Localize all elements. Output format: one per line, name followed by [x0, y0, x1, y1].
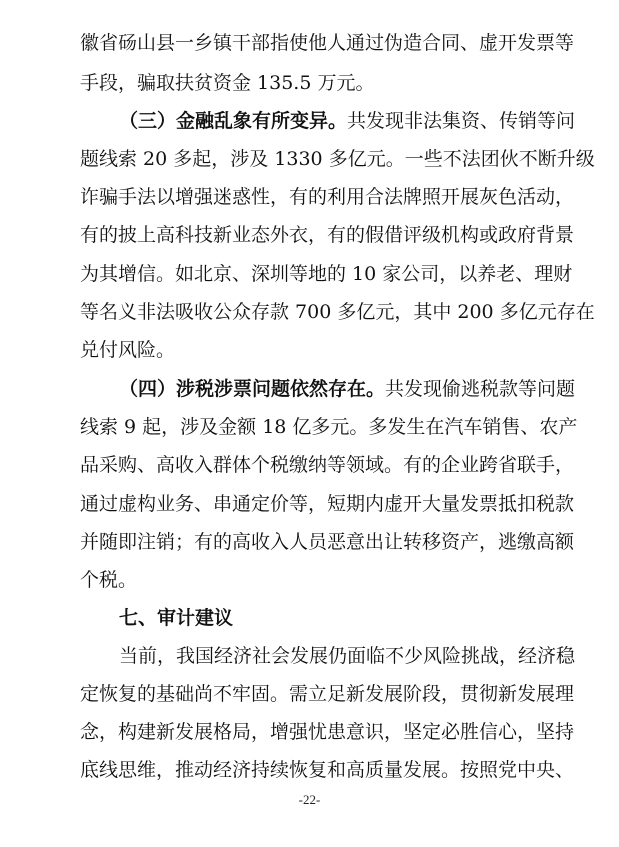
- body-line: 兑付风险。: [80, 339, 176, 361]
- body-line: 等名义非法吸收公众存款 700 多亿元，其中 200 多亿元存在: [80, 301, 595, 323]
- body-line: 定恢复的基础尚不牢固。需立足新发展阶段，贯彻新发展理: [80, 683, 575, 705]
- subheading-lead: （四）涉税涉票问题依然存在。: [119, 378, 386, 400]
- body-line: 诈骗手法以增强迷惑性，有的利用合法牌照开展灰色活动，: [80, 186, 575, 208]
- body-line: 底线思维，推动经济持续恢复和高质量发展。按照党中央、: [80, 759, 575, 781]
- body-line: 念，构建新发展格局，增强忧患意识，坚定必胜信心，坚持: [80, 721, 575, 743]
- body-line: 题线索 20 多起，涉及 1330 多亿元。一些不法团伙不断升级: [80, 148, 595, 170]
- body-line: 个税。: [80, 569, 138, 591]
- subheading-lead: （三）金融乱象有所变异。: [119, 110, 348, 132]
- body-line: 品采购、高收入群体个税缴纳等领域。有的企业跨省联手，: [80, 454, 575, 476]
- body-line: 并随即注销；有的高收入人员恶意出让转移资产，逃缴高额: [80, 531, 575, 553]
- body-line: 徽省砀山县一乡镇干部指使他人通过伪造合同、虚开发票等: [80, 32, 575, 54]
- body-line: 当前，我国经济社会发展仍面临不少风险挑战，经济稳: [119, 645, 576, 667]
- subheading-line: （三）金融乱象有所变异。共发现非法集资、传销等问: [119, 110, 576, 132]
- page-number: -22-: [298, 792, 321, 807]
- body-line: 通过虚构业务、串通定价等，短期内虚开大量发票抵扣税款: [80, 493, 575, 515]
- body-line: 线索 9 起，涉及金额 18 亿多元。多发生在汽车销售、农产: [80, 416, 578, 438]
- body-line: 有的披上高科技新业态外衣，有的假借评级机构或政府背景: [80, 224, 575, 246]
- subheading-line: （四）涉税涉票问题依然存在。共发现偷逃税款等问题: [119, 378, 576, 400]
- body-line: 手段，骗取扶贫资金 135.5 万元。: [80, 72, 375, 94]
- section-heading: 七、审计建议: [119, 607, 234, 629]
- body-line: 为其增信。如北京、深圳等地的 10 家公司，以养老、理财: [80, 263, 573, 285]
